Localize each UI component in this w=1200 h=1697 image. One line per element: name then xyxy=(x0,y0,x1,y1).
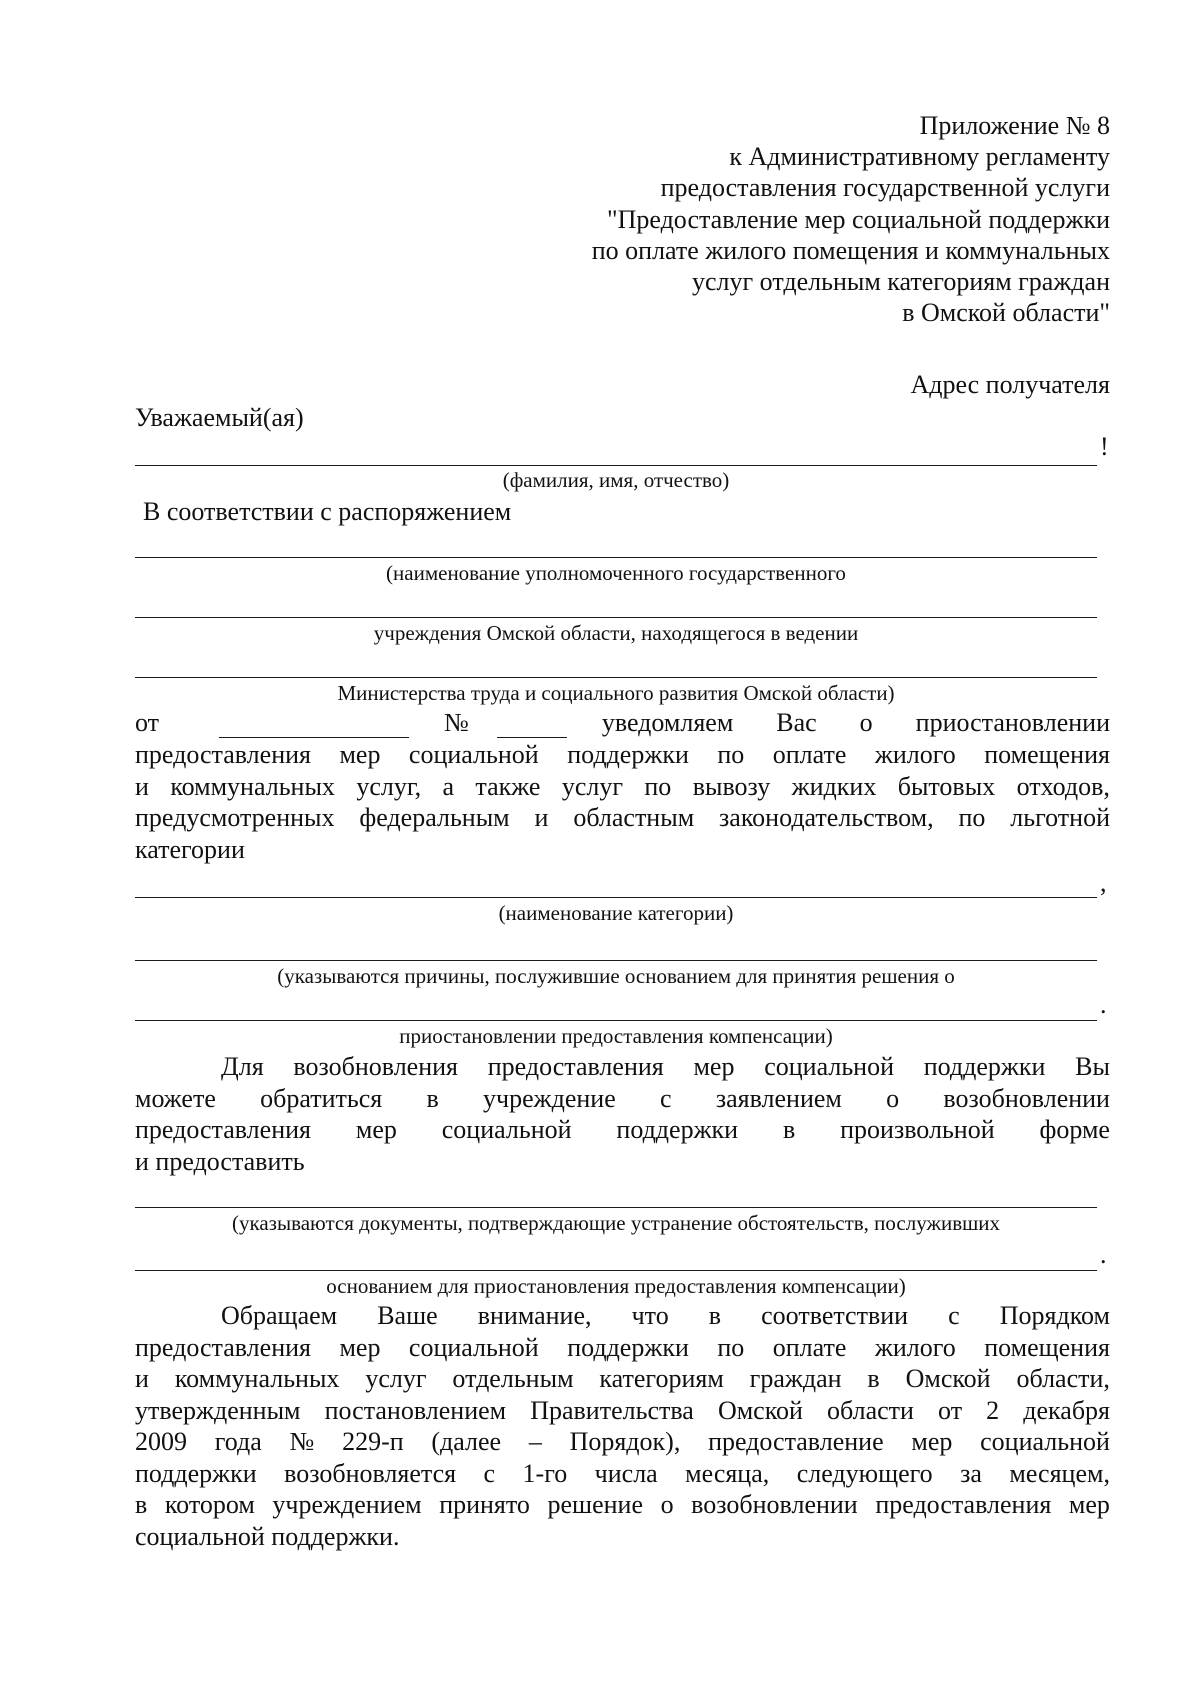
word: можете xyxy=(135,1083,216,1113)
attention-line: в котором учреждением принято решение о возобновлении предоставления мер xyxy=(135,1490,1110,1519)
header-line: по оплате жилого помещения и коммунальных xyxy=(591,235,1110,265)
renewal-line-3 xyxy=(135,1114,1110,1146)
documents-caption-2: основанием для приостановления предоставления компенсации) xyxy=(326,1274,906,1298)
category-caption: (наименование категории) xyxy=(498,901,734,925)
reasons-caption-2: приостановлении предоставления компенсации) xyxy=(399,1024,833,1048)
notice-first-line xyxy=(135,707,1110,738)
word: поддержки xyxy=(616,1115,739,1144)
notice-last-line: категории xyxy=(135,834,245,864)
attention-line: 2009 года № 229-п (далее – Порядок), предоставление мер социальной xyxy=(135,1427,1110,1456)
renewal-paragraph xyxy=(135,1051,1110,1177)
header-line: услуг отдельным категориям граждан xyxy=(692,267,1110,297)
reasons-caption-1: (указываются причины, послужившие основанием для принятия решения о xyxy=(277,964,955,988)
org-blank-line-3 xyxy=(135,677,1097,678)
attention-line: и коммунальных услуг отдельным категориям граждан в Омской области, xyxy=(135,1364,1110,1393)
renewal-line-1: Для возобновления предоставления мер социальной поддержки Вы xyxy=(221,1052,1110,1081)
number-blank xyxy=(497,715,567,738)
header-line: к Административному регламенту xyxy=(729,142,1110,172)
fio-caption: (фамилия, имя, отчество) xyxy=(502,468,730,492)
word: соответствии xyxy=(761,1301,909,1330)
word: в xyxy=(426,1083,439,1113)
attention-line: поддержки возобновляется с 1-го числа месяца, следующего за месяцем, xyxy=(135,1458,1110,1488)
documents-period: . xyxy=(1100,1240,1107,1269)
word: Вас xyxy=(776,708,817,737)
word: с xyxy=(948,1301,960,1330)
header-line: в Омской области" xyxy=(902,298,1110,328)
header-line: Приложение № 8 xyxy=(919,111,1110,140)
word: в xyxy=(782,1115,796,1144)
fio-blank-line xyxy=(135,465,1097,466)
category-comma: , xyxy=(1100,868,1107,897)
reasons-blank-line-2 xyxy=(135,1020,1097,1021)
word: форме xyxy=(1039,1115,1110,1144)
exclamation-mark: ! xyxy=(1100,432,1109,461)
notice-line: предоставления мер социальной поддержки по оплате жилого помещения xyxy=(135,740,1110,769)
reasons-blank-line-1 xyxy=(135,960,1097,961)
notice-first-line-words xyxy=(602,708,1110,738)
renewal-line-2 xyxy=(135,1083,1110,1115)
documents-blank-line-2 xyxy=(135,1270,1097,1271)
category-blank-line xyxy=(135,897,1097,898)
documents-blank-line-1 xyxy=(135,1207,1097,1208)
word: с xyxy=(660,1083,672,1113)
word: возобновлении xyxy=(943,1083,1110,1113)
word: что xyxy=(631,1301,669,1330)
org-blank-line-2 xyxy=(135,617,1097,618)
notice-line: и коммунальных услуг, а также услуг по вывозу жидких бытовых отходов, xyxy=(135,771,1110,801)
appendix-header xyxy=(592,110,1110,328)
org-caption-1: (наименование уполномоченного государственного xyxy=(386,561,846,585)
attention-line: утвержденным постановлением Правительства Омской области от 2 декабря xyxy=(135,1395,1110,1425)
attention-line: предоставления мер социальной поддержки по оплате жилого помещения xyxy=(135,1332,1110,1362)
in-accordance-text: В соответствии с распоряжением xyxy=(143,497,512,526)
notice-paragraph xyxy=(135,739,1110,865)
header-line: предоставления государственной услуги xyxy=(660,173,1110,203)
word: Порядком xyxy=(999,1301,1110,1330)
documents-caption-1: (указываются документы, подтверждающие устранение обстоятельств, послуживших xyxy=(231,1211,1001,1235)
notice-line: предусмотренных федеральным и областным законодательством, по льготной xyxy=(135,803,1110,832)
recipient-address-label: Адрес получателя xyxy=(910,370,1110,399)
org-blank-line-1 xyxy=(135,557,1097,558)
org-caption-2: учреждения Омской области, находящегося в ведении xyxy=(373,621,859,645)
reasons-period: . xyxy=(1100,990,1107,1019)
word: Обращаем xyxy=(221,1301,338,1330)
word: о xyxy=(859,708,873,737)
renewal-line-4: и предоставить xyxy=(135,1146,305,1176)
word: о xyxy=(886,1083,900,1113)
attention-line-1 xyxy=(135,1300,1110,1332)
attention-paragraph xyxy=(135,1300,1110,1552)
word: предоставления xyxy=(135,1115,311,1144)
org-caption-3: Министерства труда и социального развития Омской области) xyxy=(337,681,895,705)
attention-last-line: социальной поддержки. xyxy=(135,1521,400,1551)
word: учреждение xyxy=(483,1083,616,1113)
number-sign: № xyxy=(444,708,469,737)
from-label: от xyxy=(135,708,160,737)
date-blank xyxy=(219,715,409,738)
word: обратиться xyxy=(260,1083,383,1113)
word: в xyxy=(708,1301,722,1330)
word: произвольной xyxy=(840,1115,995,1144)
word: уведомляем xyxy=(601,708,734,737)
header-line: "Предоставление мер социальной поддержки xyxy=(606,204,1110,234)
word: заявлением xyxy=(715,1083,842,1113)
word: Ваше xyxy=(377,1301,438,1330)
word: социальной xyxy=(441,1115,572,1144)
salutation: Уважаемый(ая) xyxy=(135,403,304,432)
word: приостановлении xyxy=(915,708,1110,737)
word: внимание, xyxy=(477,1301,592,1330)
word: мер xyxy=(355,1115,397,1144)
